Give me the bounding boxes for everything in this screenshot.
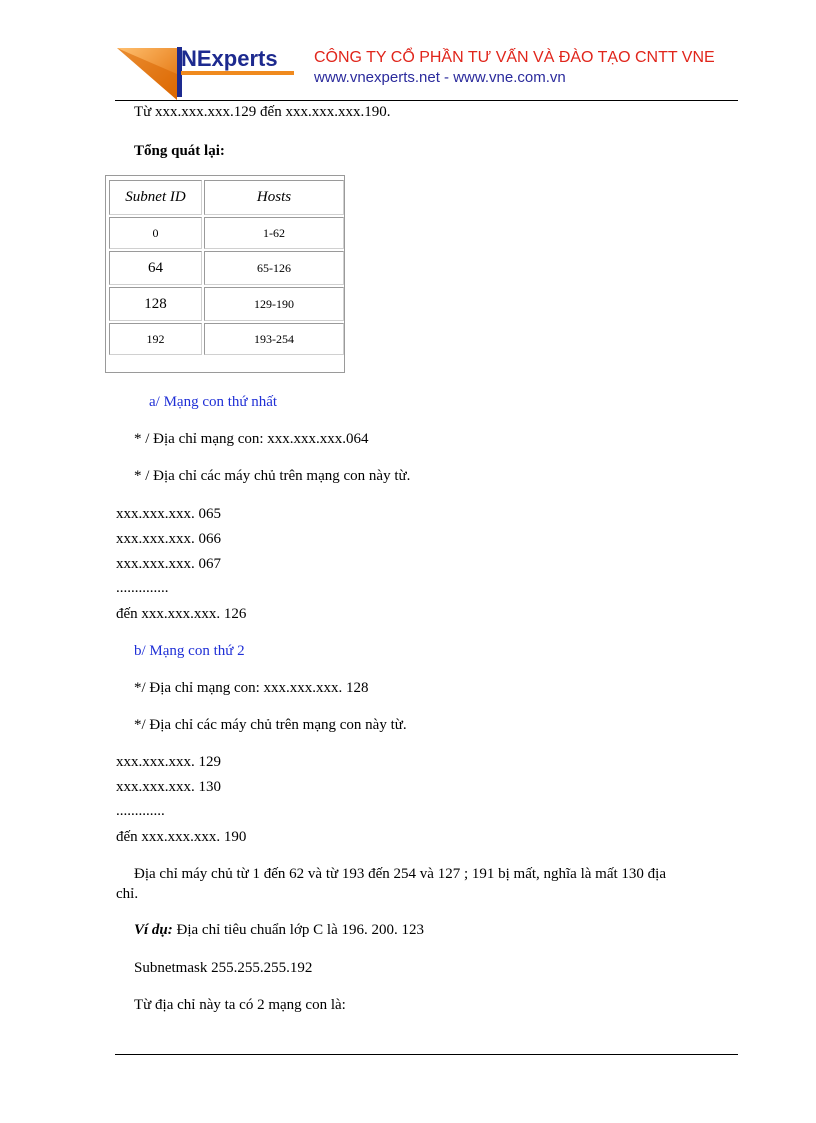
subnet-b-hosts-intro: */ Địa chỉ các máy chủ trên mạng con này từ. <box>134 717 407 733</box>
company-name: CÔNG TY CỔ PHẦN TƯ VẤN VÀ ĐÀO TẠO CNTT VNE <box>314 49 715 66</box>
conclusion-line: Từ địa chỉ này ta có 2 mạng con là: <box>134 997 346 1013</box>
subnet-a-host-line: xxx.xxx.xxx. 066 <box>116 531 221 547</box>
subnet-a-host-line: đến xxx.xxx.xxx. 126 <box>116 606 247 622</box>
subnet-a-host-line: .............. <box>116 580 169 596</box>
table-cell-hosts: 129-190 <box>204 287 344 321</box>
table-cell-hosts: 1-62 <box>204 217 344 249</box>
subnetmask-line: Subnetmask 255.255.255.192 <box>134 960 313 976</box>
subnet-b-host-line: xxx.xxx.xxx. 129 <box>116 754 221 770</box>
table-header-hosts: Hosts <box>204 180 344 215</box>
subnet-b-host-line: đến xxx.xxx.xxx. 190 <box>116 829 247 845</box>
subnet-a-hosts-intro: * / Địa chỉ các máy chủ trên mạng con này từ. <box>134 468 411 484</box>
nexperts-logo <box>115 44 295 100</box>
subnet-a-network: * / Địa chỉ mạng con: xxx.xxx.xxx.064 <box>134 431 369 447</box>
company-website: www.vnexperts.net - www.vne.com.vn <box>314 69 566 86</box>
footer-rule <box>115 1054 738 1055</box>
table-cell-subnet: 0 <box>109 217 202 249</box>
subnet-a-host-line: xxx.xxx.xxx. 067 <box>116 556 221 572</box>
subnet-b-title: b/ Mạng con thứ 2 <box>134 643 245 659</box>
table-header-subnet-id: Subnet ID <box>109 180 202 215</box>
logo-text: NExperts <box>181 46 278 71</box>
table-cell-subnet: 192 <box>109 323 202 355</box>
summary-heading: Tổng quát lại: <box>134 143 225 159</box>
table-cell-subnet: 128 <box>109 287 202 321</box>
example-line <box>134 922 424 939</box>
example-label: Ví dụ: <box>134 922 173 938</box>
subnet-b-network: */ Địa chỉ mạng con: xxx.xxx.xxx. 128 <box>134 680 369 696</box>
lost-addresses-note: Địa chỉ máy chủ từ 1 đến 62 và từ 193 đến 254 và 127 ; 191 bị mất, nghĩa là mất 130 địa <box>134 866 666 882</box>
subnet-b-host-line: ............. <box>116 803 165 819</box>
lost-addresses-note-continued: chỉ. <box>116 886 139 902</box>
example-text: Địa chỉ tiêu chuẩn lớp C là 196. 200. 123 <box>172 922 424 938</box>
header-rule <box>115 100 738 101</box>
table-cell-hosts: 193-254 <box>204 323 344 355</box>
subnet-a-title: a/ Mạng con thứ nhất <box>149 394 278 410</box>
subnet-b-host-line: xxx.xxx.xxx. 130 <box>116 779 221 795</box>
subnet-a-host-line: xxx.xxx.xxx. 065 <box>116 506 221 522</box>
table-cell-hosts: 65-126 <box>204 251 344 285</box>
table-cell-subnet: 64 <box>109 251 202 285</box>
subnet-table <box>105 175 345 373</box>
range-line: Từ xxx.xxx.xxx.129 đến xxx.xxx.xxx.190. <box>134 104 391 120</box>
